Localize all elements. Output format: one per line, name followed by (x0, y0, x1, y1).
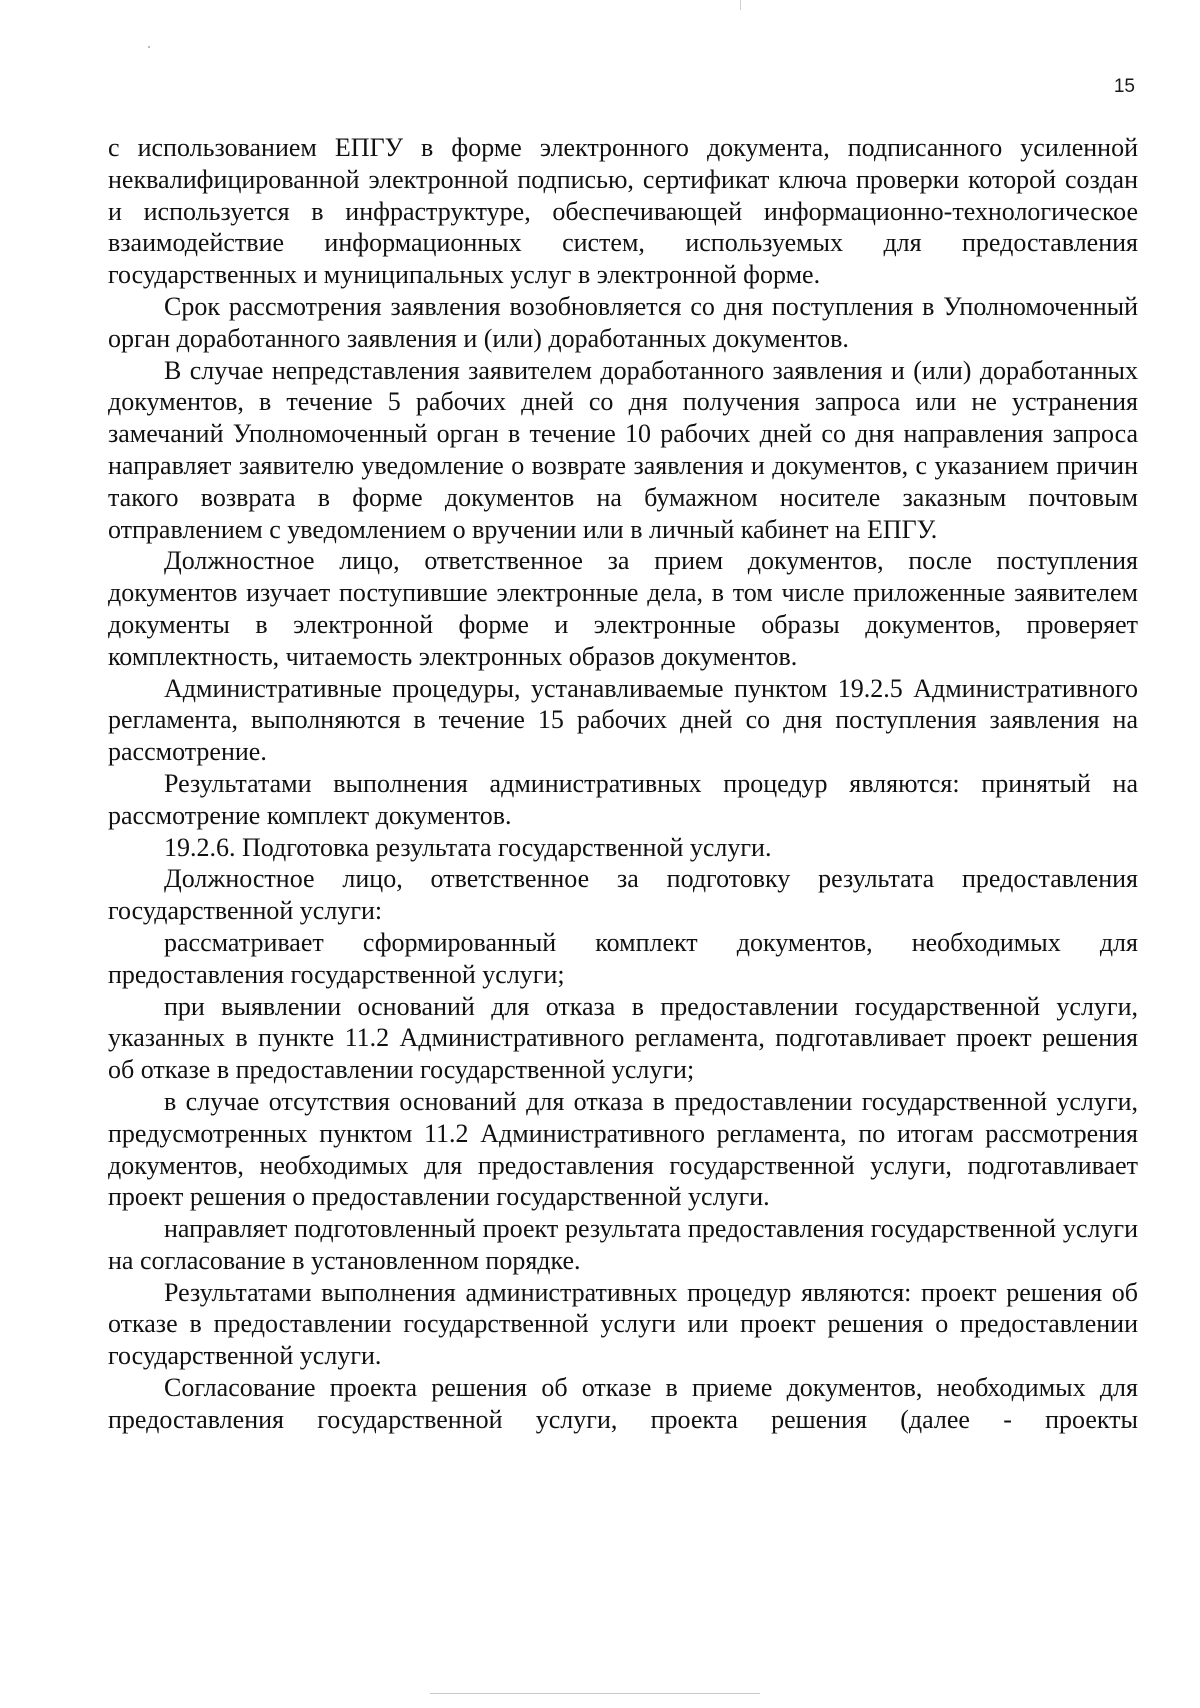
paragraph-9: рассматривает сформированный комплект документов, необходимых для предоставления государственной услуги; (108, 927, 1138, 989)
paragraph-3: В случае непредставления заявителем доработанного заявления и (или) доработанных документов, в течение 5 рабочих дней со дня получения запроса или не устранения замечаний Уполномоченный орган в течение 10 рабочих дней со дня направления запроса направляет заявителю уведомление о возврате заявления и документов, с указанием причин такого возврата в форме документов на бумажном носителе заказным почтовым отправлением с уведомлением о вручении или в личный кабинет на ЕПГУ. (108, 355, 1138, 544)
paragraph-14: Согласование проекта решения об отказе в приеме документов, необходимых для предоставления государственной услуги, проекта решения (далее - проекты (108, 1373, 1138, 1434)
paragraph-5: Административные процедуры, устанавливаемые пунктом 19.2.5 Административного регламента, выполняются в течение 15 рабочих дней со дня поступления заявления на рассмотрение. (108, 673, 1138, 767)
paragraph-6: Результатами выполнения административных процедур являются: принятый на рассмотрение комплект документов. (108, 768, 1138, 830)
paragraph-1: с использованием ЕПГУ в форме электронного документа, подписанного усиленной неквалифицированной электронной подписью, сертификат ключа проверки которой создан и используется в инфраструктуре, обеспечивающей информационно-технологическое взаимодействие информационных систем, используемых для предоставления государственных и муниципальных услуг в электронной форме. (108, 133, 1138, 290)
document-body (108, 132, 1138, 1436)
paragraph-2: Срок рассмотрения заявления возобновляется со дня поступления в Уполномоченный орган доработанного заявления и (или) доработанных документов. (108, 291, 1138, 353)
paragraph-12: направляет подготовленный проект результата предоставления государственной услуги на согласование в установленном порядке. (108, 1214, 1138, 1275)
scan-artifact-top (740, 0, 741, 10)
paragraph-8: Должностное лицо, ответственное за подготовку результата предоставления государственной услуги: (108, 864, 1138, 926)
page-number: 15 (1113, 76, 1135, 97)
paragraph-10: при выявлении оснований для отказа в предоставлении государственной услуги, указанных в пункте 11.2 Административного регламента, подготавливает проект решения об отказе в предоставлении государственной услуги; (108, 991, 1138, 1085)
paragraph-13: Результатами выполнения административных процедур являются: проект решения об отказе в предоставлении государственной услуги или проект решения о предоставлении государственной услуги. (108, 1277, 1138, 1371)
paragraph-11: в случае отсутствия оснований для отказа в предоставлении государственной услуги, предусмотренных пунктом 11.2 Административного регламента, по итогам рассмотрения документов, необходимых для предоставления государственной услуги, подготавливает проект решения о предоставлении государственной услуги. (108, 1086, 1138, 1212)
scan-artifact-bottom (430, 1693, 760, 1694)
paragraph-7-heading: 19.2.6. Подготовка результата государственной услуги. (164, 832, 772, 862)
paragraph-4: Должностное лицо, ответственное за прием документов, после поступления документов изучает поступившие электронные дела, в том числе приложенные заявителем документы в электронной форме и электронные образы документов, проверяет комплектность, читаемость электронных образов документов. (108, 546, 1138, 671)
scan-artifact-dot (148, 46, 150, 48)
